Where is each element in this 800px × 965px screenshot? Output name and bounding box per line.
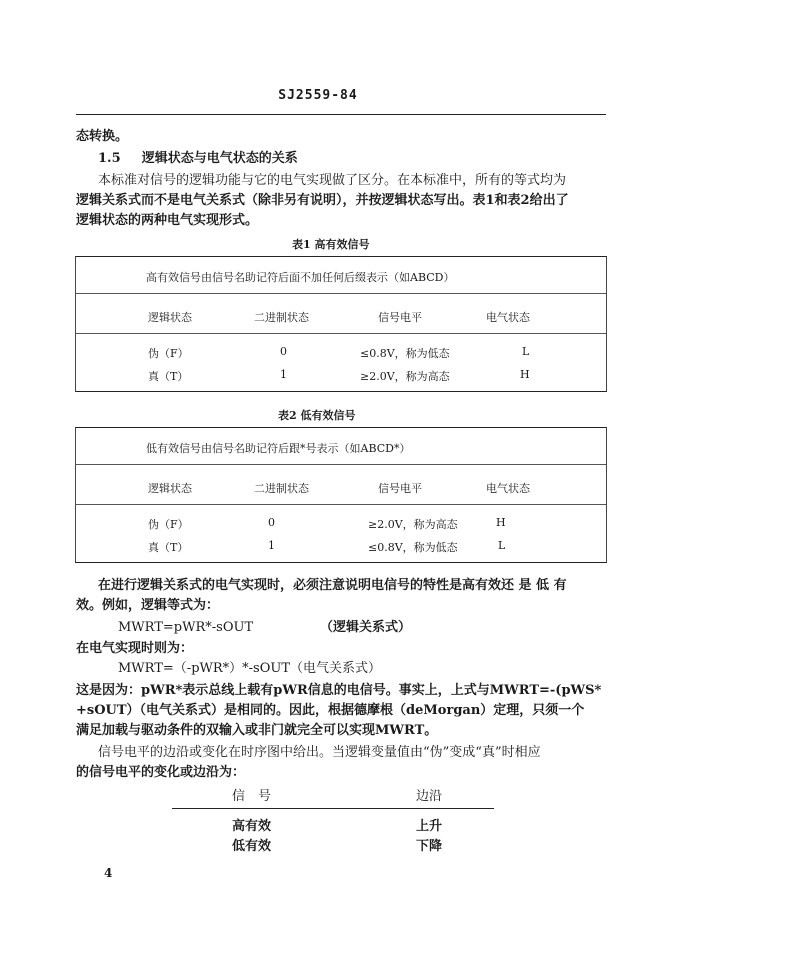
table1: [75, 256, 607, 392]
table2-row2-electric: L: [498, 539, 506, 552]
intro-line-1: 本标准对信号的逻辑功能与它的电气实现做了区分。在本标准中，所有的等式均为: [98, 173, 567, 188]
table1-rule-1: [76, 293, 606, 294]
table2-header-binary: 二进制状态: [254, 482, 309, 495]
table1-header-binary: 二进制状态: [254, 311, 309, 324]
table1-row2-level: ≥2.0V，称为高态: [360, 370, 450, 383]
equation-electric: MWRT=（-pWR*）*-sOUT（电气关系式）: [118, 661, 382, 676]
body-line-7: 信号电平的边沿或变化在时序图中给出。当逻辑变量值由“伪”变成“真”时相应: [98, 745, 541, 760]
table2-header-level: 信号电平: [378, 482, 422, 495]
intro-line-3: 逻辑状态的两种电气实现形式。: [76, 213, 259, 228]
table1-row1-electric: L: [522, 345, 530, 358]
body-line-3: 在电气实现时则为：: [76, 641, 194, 656]
table1-note: 高有效信号由信号名助记符后面不加任何后缀表示（如ABCD）: [146, 271, 455, 284]
table2: [75, 427, 607, 563]
edge-table-rule: [172, 808, 494, 809]
table2-caption: 表2 低有效信号: [278, 409, 356, 422]
table1-row2-electric: H: [520, 368, 530, 381]
table2-rule-2: [76, 504, 606, 505]
edge-row1-signal: 高有效: [232, 819, 272, 834]
table1-rule-2: [76, 333, 606, 334]
table2-rule-1: [76, 464, 606, 465]
table2-row2-binary: 1: [268, 539, 275, 552]
edge-row2-edge: 下降: [416, 839, 443, 854]
body-line-1: 在进行逻辑关系式的电气实现时，必须注意说明电信号的特性是高有效还 是 低 有: [98, 578, 567, 593]
body-line-8: 的信号电平的变化或边沿为：: [76, 765, 246, 780]
section-heading: [98, 150, 298, 168]
table1-row1-logic: 伪（F）: [148, 347, 189, 360]
document-code: SJ2559-84: [278, 88, 358, 103]
section-title: 逻辑状态与电气状态的关系: [141, 151, 298, 166]
table1-header-logic: 逻辑状态: [148, 311, 192, 324]
section-number: 1.5: [98, 151, 121, 166]
header-rule: [76, 114, 606, 115]
table2-row1-level: ≥2.0V，称为高态: [368, 518, 458, 531]
table2-row1-binary: 0: [268, 516, 275, 529]
body-line-5: +sOUT）（电气关系式）是相同的。因此，根据德摩根（deMorgan）定理，只须一个: [76, 703, 585, 718]
edge-row2-signal: 低有效: [232, 839, 272, 854]
body-line-6: 满足加载与驱动条件的双输入或非门就完全可以实现MWRT。: [76, 723, 438, 738]
continued-text: 态转换。: [76, 129, 129, 144]
edge-header-signal: 信 号: [232, 789, 272, 804]
table2-row1-electric: H: [496, 516, 506, 529]
table1-row2-binary: 1: [280, 368, 287, 381]
page-number: 4: [104, 866, 113, 880]
body-line-2: 效。例如，逻辑等式为：: [76, 598, 220, 613]
table1-row2-logic: 真（T）: [148, 370, 189, 383]
table1-header-electric: 电气状态: [486, 311, 530, 324]
intro-line-2: 逻辑关系式而不是电气关系式（除非另有说明），并按逻辑状态写出。表1和表2给出了: [76, 193, 569, 208]
table1-row1-level: ≤0.8V，称为低态: [360, 347, 450, 360]
equation-logic-label: （逻辑关系式）: [320, 620, 412, 635]
edge-header-edge: 边沿: [416, 789, 443, 804]
table2-header-electric: 电气状态: [486, 482, 530, 495]
edge-row1-edge: 上升: [416, 819, 443, 834]
body-line-4: 这是因为：pWR*表示总线上载有pWR信息的电信号。事实上，上式与MWRT=-(pWS*: [76, 683, 602, 698]
table2-note: 低有效信号由信号名助记符后跟*号表示（如ABCD*）: [146, 442, 411, 455]
table1-row1-binary: 0: [280, 345, 287, 358]
table1-caption: 表1 高有效信号: [292, 238, 370, 251]
equation-logic: MWRT=pWR*-sOUT: [118, 620, 254, 635]
table2-header-logic: 逻辑状态: [148, 482, 192, 495]
table2-row1-logic: 伪（F）: [148, 518, 189, 531]
table2-row2-logic: 真（T）: [148, 541, 189, 554]
table2-row2-level: ≤0.8V，称为低态: [368, 541, 458, 554]
table1-header-level: 信号电平: [378, 311, 422, 324]
